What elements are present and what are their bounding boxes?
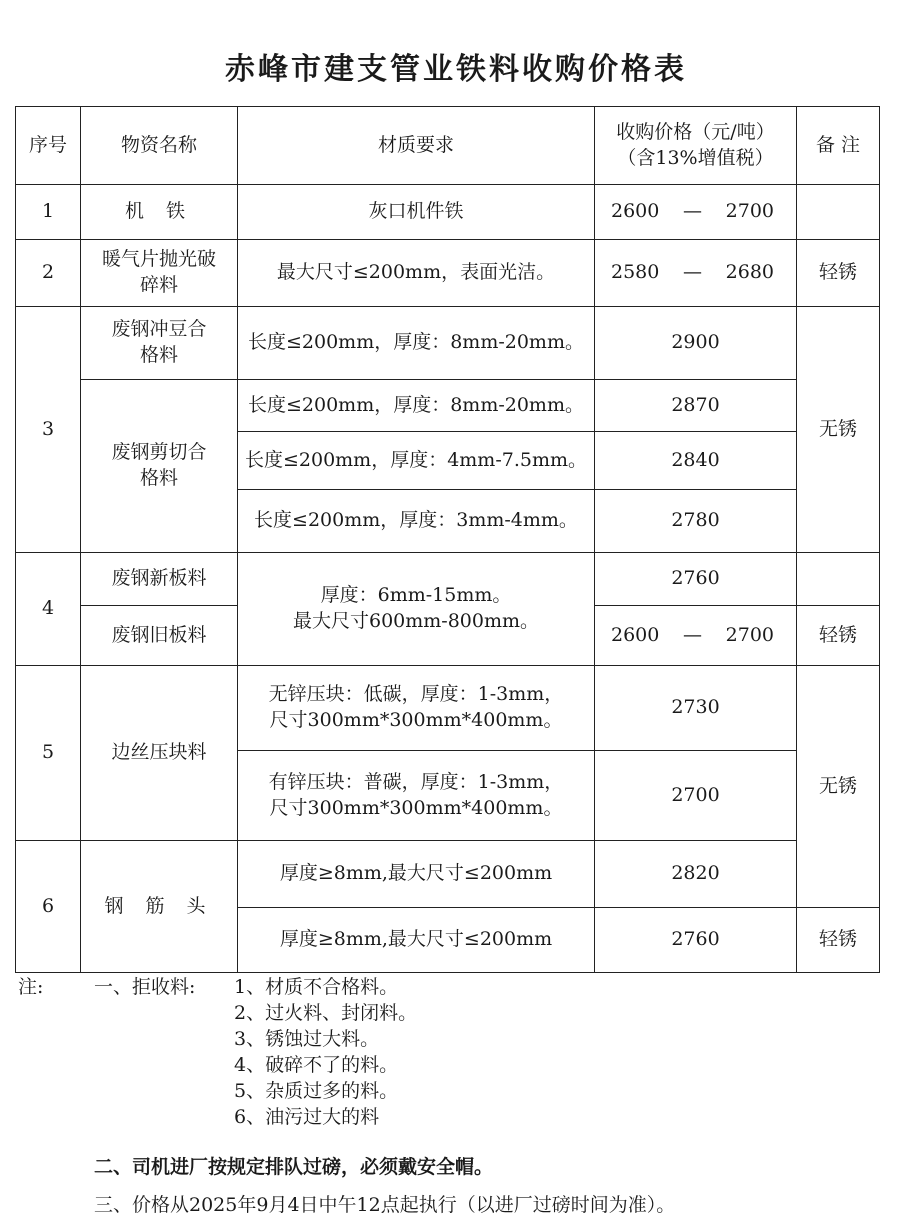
row-seq: 4 xyxy=(16,553,81,666)
price-high: 2700 xyxy=(725,200,774,223)
row-remark: 轻锈 xyxy=(797,606,880,666)
row-name: 暖气片抛光破碎料 xyxy=(81,240,238,307)
table-row xyxy=(16,666,880,751)
row-seq: 5 xyxy=(16,666,81,841)
row-material: 长度≤200mm，厚度：8mm-20mm。 xyxy=(238,380,595,432)
row-price: 2700 xyxy=(595,751,797,841)
row-material: 灰口机件铁 xyxy=(238,185,595,240)
row-price xyxy=(595,240,797,307)
row-material: 厚度≥8mm,最大尺寸≤200mm xyxy=(238,908,595,973)
row-remark: 轻锈 xyxy=(797,908,880,973)
row-material: 长度≤200mm，厚度：8mm-20mm。 xyxy=(238,307,595,380)
table-row xyxy=(16,553,880,606)
header-price xyxy=(595,107,797,185)
notes-item2: 二、司机进厂按规定排队过磅，必须戴安全帽。 xyxy=(94,1156,494,1178)
price-low: 2580 xyxy=(611,261,660,284)
row-name: 钢 筋 头 xyxy=(81,841,238,973)
notes-section xyxy=(18,974,898,1218)
price-high: 2700 xyxy=(725,623,774,646)
row-material-line: 厚度：6mm-15mm。 xyxy=(320,584,512,607)
row-name: 废钢冲豆合格料 xyxy=(81,307,238,380)
row-remark: 无锈 xyxy=(797,666,880,908)
row-seq: 3 xyxy=(16,307,81,553)
reject-item: 4、破碎不了的料。 xyxy=(234,1054,399,1076)
row-material xyxy=(238,553,595,666)
table-row xyxy=(16,841,880,908)
header-price-line1: 收购价格（元/吨） xyxy=(616,120,775,143)
reject-item: 6、油污过大的料 xyxy=(234,1106,380,1128)
table-header-row xyxy=(16,107,880,185)
row-material xyxy=(238,666,595,751)
table-row xyxy=(16,307,880,380)
row-price xyxy=(595,185,797,240)
page-title: 赤峰市建支管业铁料收购价格表 xyxy=(225,52,687,87)
row-price: 2780 xyxy=(595,490,797,553)
row-seq: 2 xyxy=(16,240,81,307)
row-material-line: 尺寸300mm*300mm*400mm。 xyxy=(269,796,563,819)
row-remark xyxy=(797,185,880,240)
row-material-line: 最大尺寸600mm-800mm。 xyxy=(292,610,540,632)
table-row xyxy=(16,380,880,432)
row-remark: 无锈 xyxy=(797,307,880,553)
row-material: 最大尺寸≤200mm，表面光洁。 xyxy=(238,240,595,307)
price-low: 2600 xyxy=(611,200,660,223)
row-price xyxy=(595,606,797,666)
row-remark: 轻锈 xyxy=(797,240,880,307)
row-name: 机 铁 xyxy=(81,185,238,240)
price-low: 2600 xyxy=(611,623,660,646)
notes-item1-head: 一、拒收料: xyxy=(94,976,196,998)
reject-item: 1、材质不合格料。 xyxy=(234,976,399,998)
notes-item3: 三、价格从2025年9月4日中午12点起执行（以进厂过磅时间为准）。 xyxy=(94,1194,676,1216)
notes-label: 注: xyxy=(18,976,44,998)
reject-item: 2、过火料、封闭料。 xyxy=(234,1002,418,1024)
row-remark xyxy=(797,553,880,606)
row-material: 厚度≥8mm,最大尺寸≤200mm xyxy=(238,841,595,908)
row-price: 2730 xyxy=(595,666,797,751)
row-price: 2900 xyxy=(595,307,797,380)
row-price: 2840 xyxy=(595,432,797,490)
table-row xyxy=(16,240,880,307)
row-name: 废钢新板料 xyxy=(81,553,238,606)
price-dash: — xyxy=(683,261,702,284)
price-high: 2680 xyxy=(725,261,774,284)
row-name: 废钢旧板料 xyxy=(81,606,238,666)
header-name: 物资名称 xyxy=(81,107,238,185)
row-material-line: 有锌压块：普碳，厚度：1-3mm， xyxy=(268,770,564,793)
row-material-line: 尺寸300mm*300mm*400mm。 xyxy=(269,709,563,731)
price-table xyxy=(15,106,880,973)
reject-item: 3、锈蚀过大料。 xyxy=(234,1028,380,1050)
row-seq: 6 xyxy=(16,841,81,973)
reject-item: 5、杂质过多的料。 xyxy=(234,1080,399,1102)
row-price: 2760 xyxy=(595,553,797,606)
table-row xyxy=(16,185,880,240)
row-name: 废钢剪切合格料 xyxy=(81,380,238,553)
row-price: 2760 xyxy=(595,908,797,973)
row-material xyxy=(238,751,595,841)
row-material-line: 无锌压块：低碳，厚度：1-3mm， xyxy=(268,683,564,706)
header-price-line2: （含13%增值税） xyxy=(617,146,774,169)
row-price: 2820 xyxy=(595,841,797,908)
row-seq: 1 xyxy=(16,185,81,240)
header-remark: 备 注 xyxy=(797,107,880,185)
header-seq: 序号 xyxy=(16,107,81,185)
row-material: 长度≤200mm，厚度：3mm-4mm。 xyxy=(238,490,595,553)
row-material: 长度≤200mm，厚度：4mm-7.5mm。 xyxy=(238,432,595,490)
price-dash: — xyxy=(683,200,702,223)
row-price: 2870 xyxy=(595,380,797,432)
header-material: 材质要求 xyxy=(238,107,595,185)
price-dash: — xyxy=(683,623,702,646)
row-name: 边丝压块料 xyxy=(81,666,238,841)
notes-reject-header xyxy=(18,974,898,1000)
